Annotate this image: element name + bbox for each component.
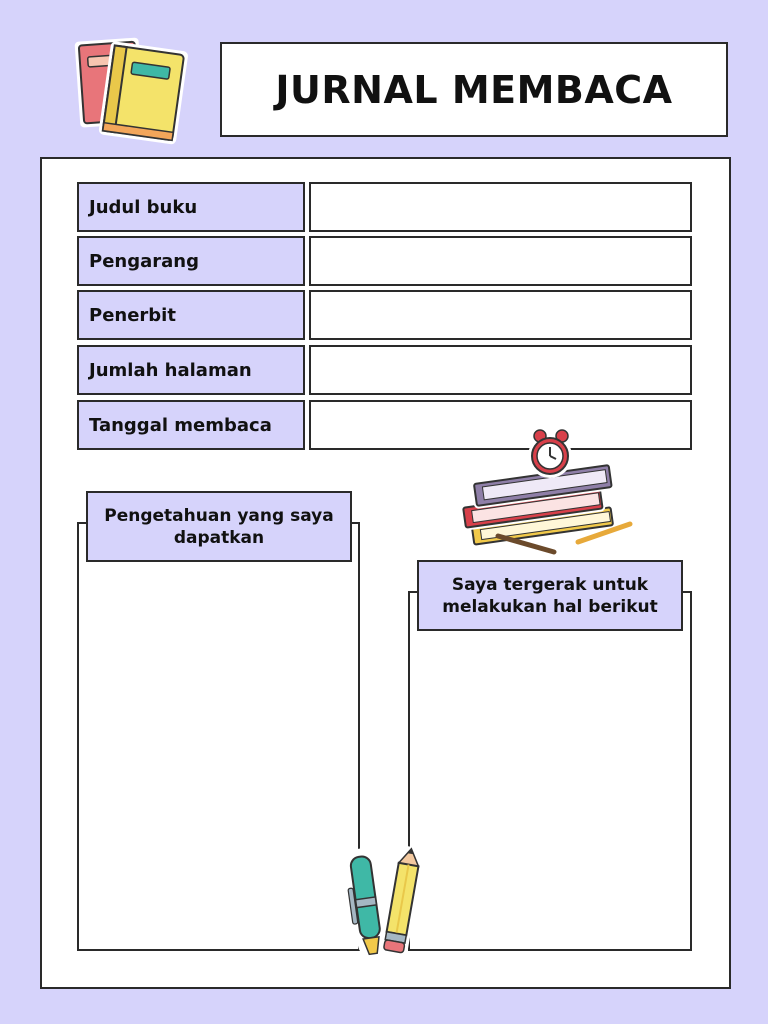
action-notes-area[interactable] [408, 591, 692, 951]
field-label-read-date: Tanggal membaca [77, 400, 305, 450]
books-icon [74, 32, 190, 148]
field-input-author[interactable] [309, 236, 692, 286]
field-input-page-count[interactable] [309, 345, 692, 395]
field-input-book-title[interactable] [309, 182, 692, 232]
field-row-book-title [77, 182, 692, 232]
field-input-publisher[interactable] [309, 290, 692, 340]
field-row-publisher [77, 290, 692, 340]
field-row-author [77, 236, 692, 286]
title-box [220, 42, 728, 137]
field-label-author: Pengarang [77, 236, 305, 286]
field-label-publisher: Penerbit [77, 290, 305, 340]
book-stack-with-clock-icon [458, 428, 638, 563]
pen-and-pencil-icon [346, 842, 426, 967]
knowledge-heading: Pengetahuan yang saya dapatkan [86, 491, 352, 562]
action-heading: Saya tergerak untuk melakukan hal berikut [417, 560, 683, 631]
page-title: JURNAL MEMBACA [275, 67, 673, 112]
field-row-page-count [77, 345, 692, 395]
field-label-book-title: Judul buku [77, 182, 305, 232]
knowledge-notes-area[interactable] [77, 522, 360, 951]
field-label-page-count: Jumlah halaman [77, 345, 305, 395]
